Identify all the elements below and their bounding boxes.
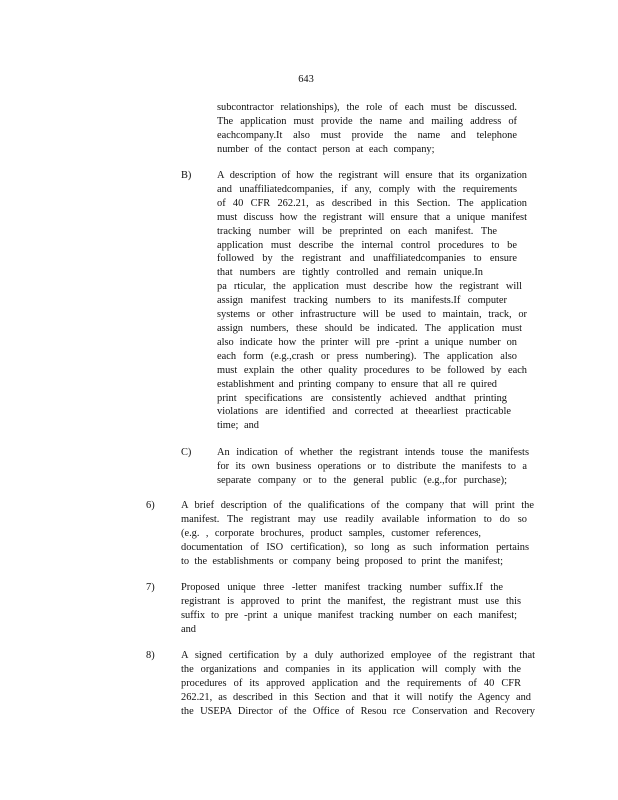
text-line: for its own business operations or to distribute the manifests to a bbox=[217, 460, 527, 472]
item-6-paragraph bbox=[181, 499, 534, 569]
continuation-paragraph bbox=[217, 101, 517, 157]
text-line: violations are identified and corrected at theearliest practicable bbox=[217, 406, 511, 418]
text-line: each form (e.g.,crash or press numbering). The application also bbox=[217, 350, 517, 362]
page-number: 643 bbox=[298, 74, 314, 85]
text-line: establishment and printing company to ensure that all re quired bbox=[217, 378, 497, 390]
item-8-paragraph bbox=[181, 649, 535, 719]
text-line: that numbers are tightly controlled and remain unique.In bbox=[217, 267, 483, 279]
text-line: and unaffiliatedcompanies, if any, comply with the requirements bbox=[217, 183, 517, 195]
item-6-label: 6) bbox=[146, 500, 155, 511]
text-line: tracking number will be preprinted on each manifest. The bbox=[217, 225, 497, 237]
text-line: (e.g. , corporate brochures, product samples, customer references, bbox=[181, 527, 481, 539]
item-8-label: 8) bbox=[146, 650, 155, 661]
text-line: time; and bbox=[217, 420, 259, 432]
text-line: Proposed unique three -letter manifest tracking number suffix.If the bbox=[181, 582, 503, 593]
text-line: the USEPA Director of the Office of Resou rce Conservation and Recovery bbox=[181, 705, 535, 717]
text-line: 262.21, as described in this Section and that it will notify the Agency and bbox=[181, 691, 531, 703]
text-line: also indicate how the printer will pre -print a unique number on bbox=[217, 336, 517, 348]
text-line: of 40 CFR 262.21, as described in this Section. The application bbox=[217, 197, 527, 209]
text-line: separate company or to the general public (e.g.,for purchase); bbox=[217, 474, 507, 486]
text-line: procedures of its approved application and the requirements of 40 CFR bbox=[181, 677, 521, 689]
text-line: An indication of whether the registrant intends touse the manifests bbox=[217, 447, 529, 458]
item-c-label: C) bbox=[181, 447, 192, 458]
text-line: number of the contact person at each company; bbox=[217, 143, 435, 155]
text-line: assign numbers, these should be indicated. The application must bbox=[217, 322, 522, 334]
text-line: must explain the other quality procedures to be followed by each bbox=[217, 364, 527, 376]
text-line: application must describe the internal control procedures to be bbox=[217, 239, 517, 251]
text-line: pa rticular, the application must describe how the registrant will bbox=[217, 281, 522, 293]
text-line: A description of how the registrant will ensure that its organization bbox=[217, 170, 527, 181]
text-line: A signed certification by a duly authorized employee of the registrant that bbox=[181, 650, 535, 661]
text-line: manifest. The registrant may use readily available information to do so bbox=[181, 513, 527, 525]
text-line: subcontractor relationships), the role of each must be discussed. bbox=[217, 102, 517, 113]
text-line: A brief description of the qualifications of the company that will print the bbox=[181, 500, 534, 511]
text-line: documentation of ISO certification), so long as such information pertains bbox=[181, 541, 529, 553]
item-b-paragraph bbox=[217, 169, 527, 433]
text-line: must discuss how the registrant will ensure that a unique manifest bbox=[217, 211, 527, 223]
text-line: assign manifest tracking numbers to its manifests.If computer bbox=[217, 295, 507, 307]
item-7-paragraph bbox=[181, 581, 521, 637]
text-line: and bbox=[181, 623, 197, 635]
item-c-paragraph bbox=[217, 446, 529, 488]
item-7-label: 7) bbox=[146, 582, 155, 593]
text-line: The application must provide the name and mailing address of bbox=[217, 115, 517, 127]
text-line: to the establishments or company being proposed to print the manifest; bbox=[181, 555, 503, 567]
text-line: systems or other infrastructure will be used to maintain, track, or bbox=[217, 309, 527, 321]
text-line: eachcompany.It also must provide the name and telephone bbox=[217, 129, 517, 141]
text-line: suffix to pre -print a unique manifest tracking number on each manifest; bbox=[181, 609, 517, 621]
text-line: print specifications are consistently achieved andthat printing bbox=[217, 392, 507, 404]
text-line: registrant is approved to print the manifest, the registrant must use this bbox=[181, 595, 521, 607]
item-b-label: B) bbox=[181, 170, 192, 181]
text-line: followed by the registrant and unaffiliatedcompanies to ensure bbox=[217, 253, 517, 265]
text-line: the organizations and companies in its application will comply with the bbox=[181, 663, 521, 675]
